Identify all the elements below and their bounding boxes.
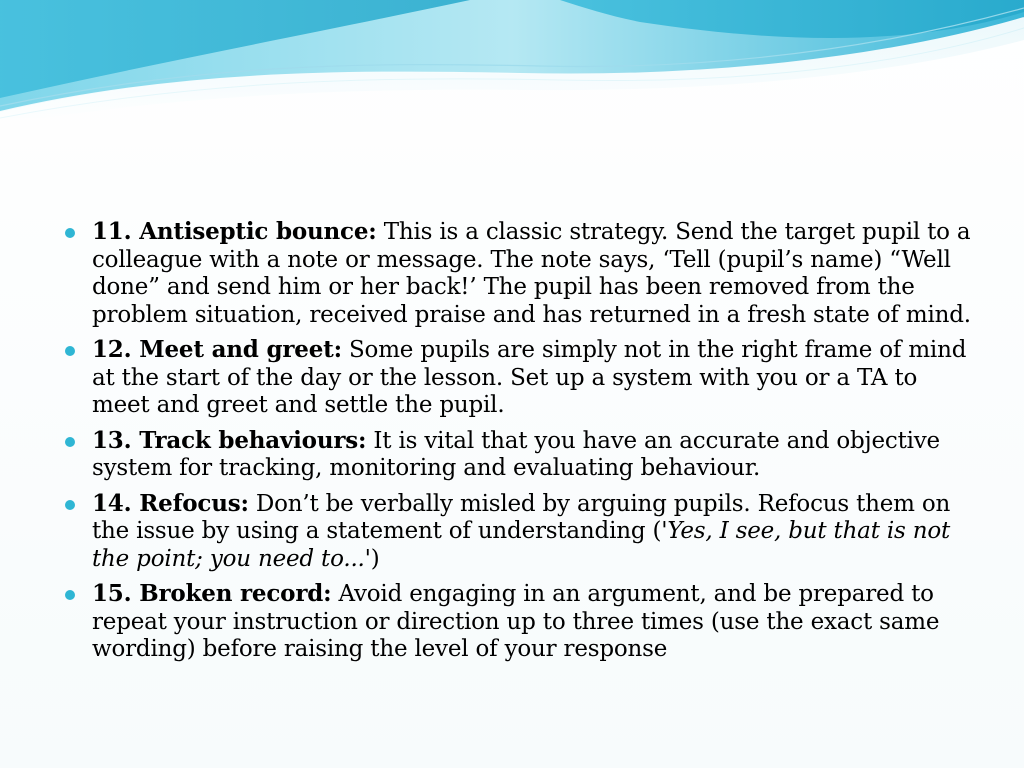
bullet-dot-icon <box>65 500 75 510</box>
content-area <box>62 218 972 671</box>
item-title: 13. Track behaviours: <box>92 426 367 454</box>
item-text: Don’t be verbally misled by arguing pupils. Refocus them on the issue by using a statement of understanding ( <box>92 490 951 544</box>
bullet-dot-icon <box>65 437 75 447</box>
bullet-dot-icon <box>65 346 75 356</box>
item-title: 11. Antiseptic bounce: <box>92 218 377 245</box>
list-item <box>62 336 972 420</box>
item-title: 15. Broken record: <box>92 580 332 607</box>
item-tail: ) <box>370 545 380 572</box>
item-title: 12. Meet and greet: <box>92 336 342 363</box>
item-text: Some pupils are simply not in the right frame of mind at the start of the day or the lesson. Set up a system with you or a TA to meet and greet and settle the pupil. <box>92 337 967 418</box>
list-item <box>62 490 972 574</box>
bullet-dot-icon <box>65 590 75 600</box>
list-item <box>62 580 972 664</box>
list-item <box>62 218 972 329</box>
item-title: 14. Refocus: <box>92 489 249 517</box>
item-text: This is a classic strategy. Send the target pupil to a colleague with a note or message. The note says, ‘Tell (pupil’s name) “Well done” and send him or her back!’ The pupil has been removed from the problem situation, received praise and has returned in a fresh state of mind. <box>92 219 971 328</box>
bullet-list <box>62 218 972 664</box>
wave-header-decoration <box>0 0 1024 130</box>
item-italic-quote: 'Yes, I see, but that is not the point; you need to...' <box>92 518 951 572</box>
bullet-dot-icon <box>65 228 75 238</box>
item-text: It is vital that you have an accurate and objective system for tracking, monitoring and evaluating behaviour. <box>92 427 940 481</box>
list-item <box>62 427 972 483</box>
item-text: Avoid engaging in an argument, and be prepared to repeat your instruction or direction up to three times (use the exact same wording) before raising the level of your response <box>92 581 940 662</box>
